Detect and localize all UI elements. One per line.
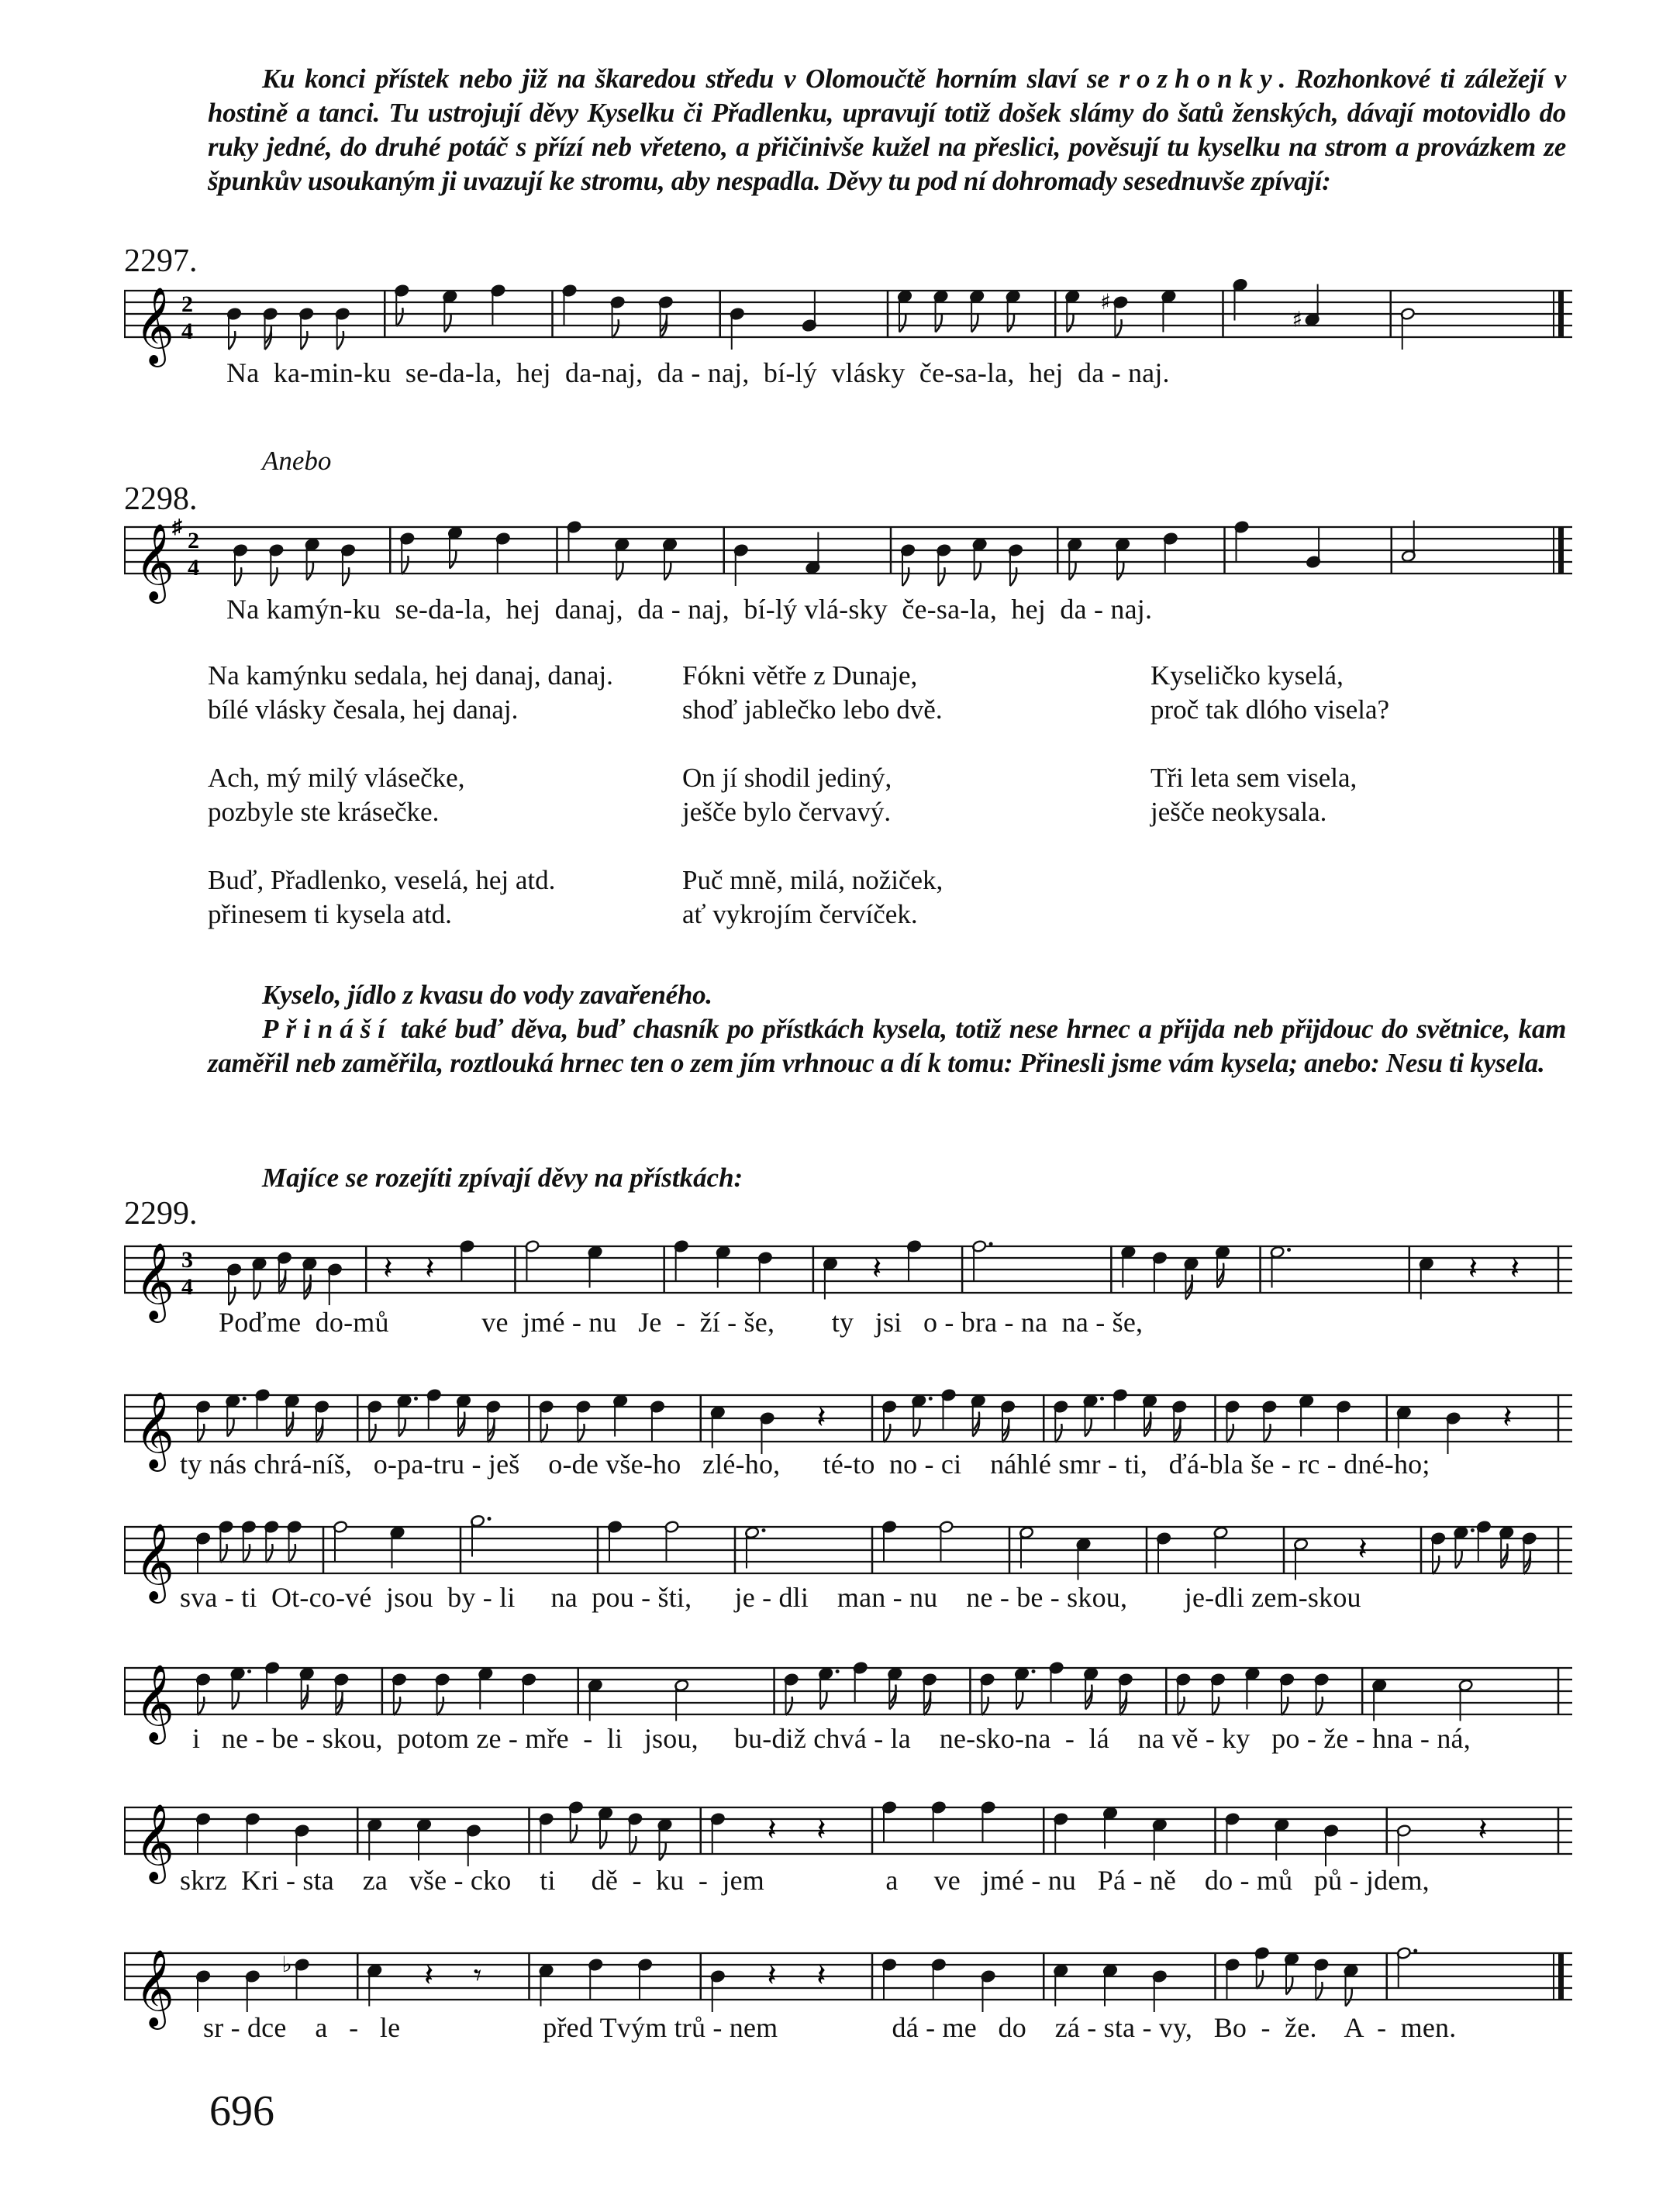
note-flag bbox=[1227, 1424, 1233, 1442]
verse-line: bílé vlásky česala, hej danaj. bbox=[208, 694, 519, 725]
note-flag bbox=[1055, 1424, 1061, 1442]
dot bbox=[247, 1669, 251, 1673]
note-flag bbox=[600, 1831, 606, 1849]
note-flag bbox=[394, 1697, 400, 1715]
staff-2299-system-2 bbox=[124, 1372, 1574, 1504]
time-signature-top: 3 bbox=[181, 1247, 193, 1273]
note-flag bbox=[571, 1824, 577, 1843]
time-signature-top: 2 bbox=[181, 291, 193, 317]
note-flag bbox=[450, 550, 456, 569]
verse-line: Fókni větře z Dunaje, bbox=[682, 660, 918, 691]
dot bbox=[1413, 1949, 1417, 1953]
note-flag bbox=[337, 331, 343, 350]
note-flag bbox=[578, 1424, 584, 1442]
dot bbox=[989, 1242, 993, 1246]
treble-clef-icon: 𝄞 bbox=[135, 1391, 174, 1469]
note-flag bbox=[1316, 1697, 1323, 1715]
treble-clef-icon: 𝄞 bbox=[135, 1242, 174, 1320]
stanza bbox=[208, 761, 613, 829]
note-flag bbox=[289, 1544, 295, 1563]
note-flag bbox=[301, 331, 307, 350]
intro-text-end: . Rozhonkové ti záležejí v hostině a tanci. Tu ustrojují děvy Kyselku či Přadlenku, upravují totiž došek slámy do šatů ženských, dávají motovidlo do ruky jedné, do druhé potáč s přízí neb vřeteno, a přičinivše kužel na přeslici, pověsují tu kyselku na strom a provázkem ze špunkův usoukaným ji uvazují ke stromu, aby nespadla. Děvy tu pod ní dohromady sesednuvše zpívají: bbox=[208, 64, 1566, 196]
note-flag bbox=[664, 562, 671, 581]
dot bbox=[1287, 1248, 1291, 1252]
dot bbox=[1032, 1669, 1036, 1673]
lyrics-2299-system-2: ty nás chrá-níš, o-pa-tru - ješ o-de vše-ho zlé-ho, té-to no - ci náhlé smr - ti, ďá-bla še - rc - dné-ho; bbox=[180, 1449, 1430, 1480]
note-flag bbox=[1117, 562, 1123, 581]
note-flag bbox=[1010, 567, 1016, 586]
note-flag bbox=[938, 567, 944, 586]
note-flag bbox=[198, 1424, 204, 1442]
treble-clef-icon: 𝄞 bbox=[135, 1664, 174, 1742]
note-flag bbox=[1016, 1691, 1023, 1710]
note-flag bbox=[612, 319, 619, 338]
dot bbox=[488, 1517, 492, 1521]
lyrics-2299-system-6: sr - dce a - le před Tvým trů - nem dá - me do zá - sta - vy, Bo - že. A - men. bbox=[203, 2012, 1457, 2043]
rest-icon: 𝄽 bbox=[425, 1251, 435, 1287]
rest-icon: 𝄽 bbox=[871, 1251, 882, 1287]
verse-line: Buď, Přadlenko, veselá, hej atd. bbox=[208, 865, 556, 895]
verse-column-3 bbox=[1150, 659, 1389, 863]
intro-spaced-word: rozhonky bbox=[1119, 64, 1279, 94]
lyrics-2298: Na kamýn-ku se-da-la, hej danaj, da - naj, bí-lý vlá-sky če-sa-la, hej da - naj. bbox=[226, 594, 1153, 625]
verse-line: ať vykrojím červíček. bbox=[682, 899, 918, 929]
rest-icon: 𝄽 bbox=[1502, 1400, 1513, 1435]
staff-2299-system-4 bbox=[124, 1645, 1574, 1776]
note-flag bbox=[399, 1418, 405, 1437]
note-flag bbox=[227, 1418, 233, 1437]
note-flag bbox=[396, 308, 402, 326]
note-flag bbox=[243, 1544, 250, 1563]
note-flag bbox=[1264, 1424, 1270, 1442]
flat-icon: ♭ bbox=[281, 1952, 292, 1977]
verse-line: přinesem ti kysela atd. bbox=[208, 899, 452, 929]
rest-icon: 𝄽 bbox=[1357, 1532, 1368, 1567]
note-flag bbox=[444, 314, 450, 332]
note-flag bbox=[1067, 314, 1073, 332]
note-flag bbox=[343, 567, 349, 586]
music-staff bbox=[124, 1645, 1574, 1776]
verse-line: On jí shodil jediný, bbox=[682, 763, 892, 793]
note-flag bbox=[630, 1836, 636, 1855]
note-flag bbox=[369, 1424, 375, 1442]
verse-line: proč tak dlóho visela? bbox=[1150, 694, 1390, 725]
dot bbox=[1471, 1528, 1475, 1532]
treble-clef-icon: 𝄞 bbox=[135, 1949, 174, 2027]
sharp-icon: ♯ bbox=[1292, 306, 1303, 332]
note-flag bbox=[884, 1424, 890, 1442]
dot bbox=[1100, 1397, 1104, 1401]
note-flag bbox=[1178, 1697, 1184, 1715]
stanza bbox=[208, 659, 613, 727]
note-flag bbox=[271, 567, 277, 586]
verse-line: ješče neokysala. bbox=[1150, 797, 1327, 827]
note-flag bbox=[307, 562, 313, 581]
note-flag bbox=[1115, 319, 1121, 338]
rest-icon: 𝄽 bbox=[767, 1812, 777, 1848]
lyrics-2299-system-4: i ne - be - skou, potom ze - mře - li jsou, bu-diž chvá - la ne-sko-na - lá na vě - ky po - že - hna - ná, bbox=[192, 1723, 1471, 1754]
treble-clef-icon: 𝄞 bbox=[135, 287, 174, 364]
note-paragraph bbox=[208, 978, 1566, 1080]
time-signature-bottom: 4 bbox=[188, 555, 199, 581]
treble-clef-icon: 𝄞 bbox=[135, 1804, 174, 1881]
dot bbox=[836, 1669, 840, 1673]
note-flag bbox=[1455, 1550, 1461, 1569]
rest-icon: 𝄾 bbox=[473, 1958, 482, 1993]
note-flag bbox=[971, 314, 978, 332]
note-flag bbox=[437, 1697, 443, 1715]
dot bbox=[929, 1397, 933, 1401]
caption-2299: Majíce se rozejíti zpívají děvy na přístkách: bbox=[262, 1163, 743, 1193]
note-flag bbox=[1433, 1556, 1439, 1574]
dot bbox=[414, 1397, 418, 1401]
lyrics-2297: Na ka-min-ku se-da-la, hej da-naj, da - naj, bí-lý vlásky če-sa-la, hej da - naj. bbox=[226, 357, 1170, 388]
note-flag bbox=[402, 556, 408, 574]
note-flag bbox=[220, 1544, 226, 1563]
key-signature-sharp: ♯ bbox=[172, 515, 182, 538]
treble-clef-icon: 𝄞 bbox=[135, 523, 174, 601]
final-bar-thick bbox=[1558, 291, 1564, 337]
intro-paragraph bbox=[208, 62, 1566, 198]
note-flag bbox=[981, 1697, 988, 1715]
note-flag bbox=[235, 567, 241, 586]
time-signature-top: 2 bbox=[188, 528, 199, 553]
song-number-2297: 2297. bbox=[124, 243, 198, 279]
note-flag bbox=[936, 314, 942, 332]
treble-clef-icon: 𝄞 bbox=[135, 1523, 174, 1600]
note-flag bbox=[1346, 1988, 1352, 2007]
note-flag bbox=[229, 1287, 235, 1305]
verse-column-1 bbox=[208, 659, 613, 966]
music-staff bbox=[124, 1504, 1574, 1635]
note-flag bbox=[254, 1281, 260, 1300]
caption-anebo: Anebo bbox=[262, 446, 332, 476]
note-flag bbox=[541, 1424, 547, 1442]
rest-icon: 𝄽 bbox=[1468, 1251, 1478, 1287]
stanza bbox=[1150, 659, 1389, 727]
time-signature-bottom: 4 bbox=[181, 1274, 193, 1300]
note-flag bbox=[229, 331, 235, 350]
sharp-icon: ♯ bbox=[1100, 289, 1111, 315]
note-flag bbox=[786, 1697, 792, 1715]
note-flag bbox=[1008, 314, 1014, 332]
note-flag bbox=[1257, 1970, 1263, 1989]
rest-icon: 𝄽 bbox=[1509, 1251, 1520, 1287]
verse-line: Tři leta sem visela, bbox=[1150, 763, 1357, 793]
verse-column-2 bbox=[682, 659, 943, 966]
verse-line: Kyseličko kyselá, bbox=[1150, 660, 1344, 691]
dot bbox=[762, 1528, 766, 1532]
note-flag bbox=[266, 1544, 272, 1563]
note-flag bbox=[975, 562, 981, 581]
stanza bbox=[682, 659, 943, 727]
note-flag bbox=[1316, 1982, 1322, 2000]
verse-line: Na kamýnku sedala, hej danaj, danaj. bbox=[208, 660, 613, 691]
note-flag bbox=[1213, 1697, 1219, 1715]
song-number-2299: 2299. bbox=[124, 1196, 198, 1232]
rest-icon: 𝄽 bbox=[816, 1812, 826, 1848]
note-flag bbox=[820, 1691, 826, 1710]
verse-line: ješče bylo červavý. bbox=[682, 797, 892, 827]
intro-text-start: Ku konci přístek nebo již na škaredou středu v Olomoučtě horním slaví se bbox=[262, 64, 1119, 94]
lyrics-2299-system-1: Poďme do-mů ve jmé - nu Je - ží - še, ty jsi o - bra - na na - še, bbox=[219, 1307, 1144, 1338]
lyrics-2299-system-5: skrz Kri - sta za vše - cko ti dě - ku - jem a ve jmé - nu Pá - ně do - mů pů - jdem, bbox=[180, 1865, 1430, 1896]
rest-icon: 𝄽 bbox=[424, 1958, 434, 1993]
stanza bbox=[682, 761, 943, 829]
stanza bbox=[1150, 761, 1389, 829]
verse-line: shoď jablečko lebo dvě. bbox=[682, 694, 943, 725]
note-flag bbox=[660, 1842, 666, 1861]
dot bbox=[243, 1397, 247, 1401]
note-text: také buď děva, buď chasník po přístkách kysela, totiž nese hrnec a přijda neb přijdouc do světnice, kam zaměřil neb zaměřila, roztlouká hrnec ten o zem jím vrhnouc a dí k tomu: Přinesli jsme vám kysela; anebo: Nesu ti kysela. bbox=[208, 1014, 1566, 1078]
note-flag bbox=[616, 562, 623, 581]
verse-line: Ach, mý milý vlásečke, bbox=[208, 763, 465, 793]
note-flag bbox=[233, 1691, 239, 1710]
staff-2299-system-3 bbox=[124, 1504, 1574, 1635]
page-number: 696 bbox=[209, 2087, 274, 2135]
note-spaced-word: Přináší bbox=[262, 1014, 393, 1044]
final-bar-thick bbox=[1558, 527, 1564, 574]
note-flag bbox=[913, 1418, 919, 1437]
verse-line: Puč mně, milá, nožiček, bbox=[682, 865, 943, 895]
rest-icon: 𝄽 bbox=[383, 1251, 393, 1287]
music-staff bbox=[124, 1372, 1574, 1504]
note-flag bbox=[1282, 1697, 1288, 1715]
rest-icon: 𝄽 bbox=[816, 1400, 826, 1435]
final-bar-thick bbox=[1558, 1953, 1564, 2000]
rest-icon: 𝄽 bbox=[816, 1958, 826, 1993]
stanza bbox=[682, 863, 943, 932]
note-flag bbox=[902, 567, 909, 586]
rest-icon: 𝄽 bbox=[767, 1958, 777, 1993]
rest-icon: 𝄽 bbox=[1478, 1812, 1488, 1848]
lyrics-2299-system-3: sva - ti Ot-co-vé jsou by - li na pou - šti, je - dli man - nu ne - be - skou, je-dli zem-skou bbox=[180, 1582, 1361, 1613]
stanza bbox=[208, 863, 613, 932]
time-signature-bottom: 4 bbox=[181, 319, 193, 344]
note-flag bbox=[1069, 562, 1075, 581]
note-flag bbox=[1286, 1976, 1292, 1995]
note-line-1: Kyselo, jídlo z kvasu do vody zavařeného. bbox=[262, 980, 712, 1010]
note-flag bbox=[1085, 1418, 1092, 1437]
song-number-2298: 2298. bbox=[124, 481, 198, 517]
note-flag bbox=[198, 1697, 204, 1715]
note-flag bbox=[899, 314, 906, 332]
verse-line: pozbyle ste krásečke. bbox=[208, 797, 440, 827]
